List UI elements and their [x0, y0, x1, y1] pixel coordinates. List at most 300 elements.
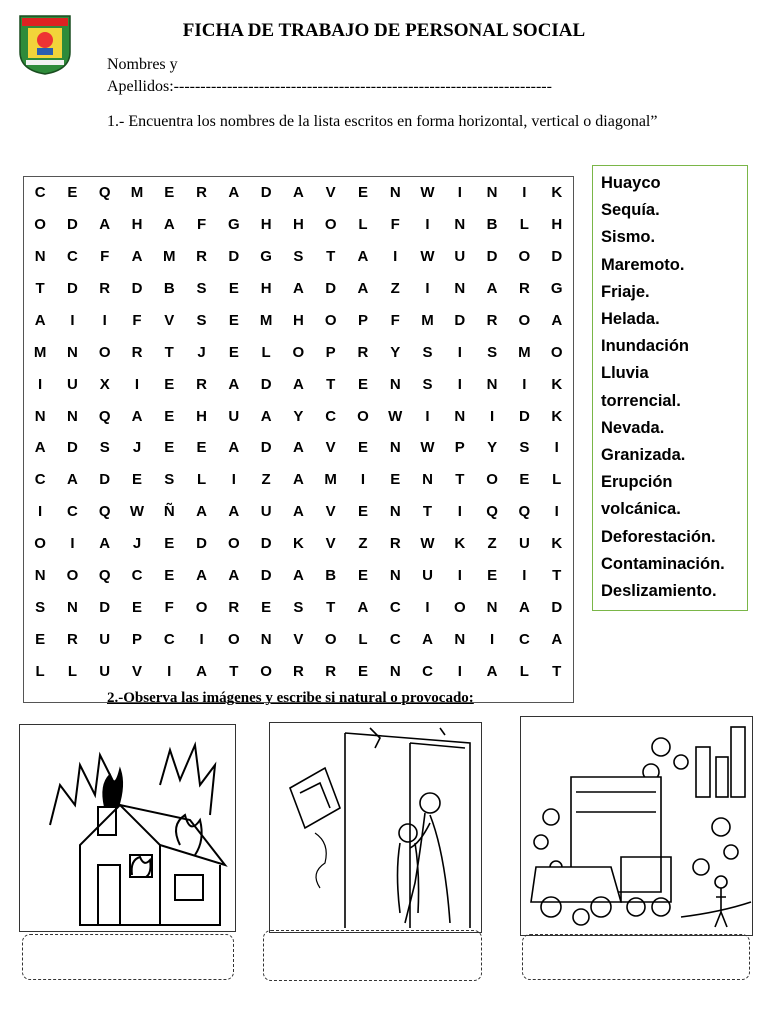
grid-letter[interactable]: O: [518, 311, 531, 329]
answer-box-2[interactable]: [263, 930, 482, 981]
grid-letter[interactable]: K: [551, 375, 563, 393]
grid-letter[interactable]: E: [390, 471, 401, 489]
grid-letter[interactable]: D: [260, 439, 272, 457]
grid-letter[interactable]: V: [293, 630, 304, 648]
grid-letter[interactable]: M: [324, 471, 337, 489]
grid-letter[interactable]: I: [38, 503, 43, 521]
grid-letter[interactable]: J: [132, 535, 142, 553]
grid-letter[interactable]: W: [388, 407, 403, 425]
grid-letter[interactable]: C: [325, 407, 337, 425]
grid-letter[interactable]: C: [389, 598, 401, 616]
grid-letter[interactable]: V: [164, 311, 175, 329]
grid-letter[interactable]: Y: [293, 407, 304, 425]
grid-letter[interactable]: A: [196, 503, 207, 521]
grid-letter[interactable]: D: [518, 407, 530, 425]
grid-letter[interactable]: N: [34, 566, 46, 584]
grid-letter[interactable]: R: [196, 375, 207, 393]
grid-letter[interactable]: S: [35, 598, 46, 616]
question-1-text: 1.- Encuentra los nombres de la lista escritos en forma horizontal, vertical o diagonal”: [107, 113, 658, 130]
word-list-item: Sismo.: [601, 228, 656, 247]
grid-letter[interactable]: M: [130, 184, 144, 202]
grid-letter[interactable]: N: [486, 598, 498, 616]
grid-letter[interactable]: Y: [390, 343, 401, 361]
grid-letter[interactable]: I: [360, 471, 366, 489]
grid-letter[interactable]: C: [67, 248, 78, 266]
grid-letter[interactable]: F: [196, 216, 207, 234]
grid-letter[interactable]: J: [197, 343, 206, 361]
grid-letter[interactable]: F: [164, 598, 174, 616]
grid-letter[interactable]: I: [489, 407, 495, 425]
grid-letter[interactable]: L: [196, 471, 207, 489]
grid-letter[interactable]: P: [357, 311, 368, 329]
grid-letter[interactable]: R: [389, 535, 401, 553]
grid-letter[interactable]: D: [325, 280, 337, 298]
grid-letter[interactable]: A: [228, 566, 240, 584]
grid-letter[interactable]: N: [486, 184, 498, 202]
grid-letter[interactable]: C: [389, 630, 401, 648]
grid-letter[interactable]: I: [522, 184, 527, 202]
grid-letter[interactable]: R: [325, 662, 337, 680]
grid-letter[interactable]: L: [261, 343, 271, 361]
grid-letter[interactable]: Q: [518, 503, 531, 521]
grid-letter[interactable]: D: [67, 439, 78, 457]
grid-letter[interactable]: M: [518, 343, 531, 361]
grid-row: [24, 496, 573, 528]
grid-letter[interactable]: D: [99, 471, 111, 489]
grid-letter[interactable]: N: [422, 471, 433, 489]
grid-letter[interactable]: O: [227, 630, 240, 648]
grid-letter[interactable]: C: [34, 471, 46, 489]
grid-letter[interactable]: F: [132, 311, 142, 329]
grid-letter[interactable]: N: [34, 248, 46, 266]
grid-letter[interactable]: G: [550, 280, 563, 298]
grid-letter[interactable]: A: [292, 566, 304, 584]
grid-letter[interactable]: A: [228, 184, 240, 202]
word-list-box: [592, 165, 748, 611]
grid-letter[interactable]: A: [551, 311, 563, 329]
grid-letter[interactable]: U: [228, 407, 240, 425]
grid-letter[interactable]: T: [326, 375, 336, 393]
grid-letter[interactable]: T: [326, 598, 336, 616]
grid-letter[interactable]: F: [390, 311, 400, 329]
grid-letter[interactable]: R: [292, 662, 304, 680]
grid-letter[interactable]: H: [551, 216, 563, 234]
word-list-item: Helada.: [601, 310, 660, 329]
grid-letter[interactable]: Z: [487, 535, 497, 553]
grid-letter[interactable]: Q: [98, 407, 111, 425]
grid-letter[interactable]: C: [518, 630, 530, 648]
grid-letter[interactable]: A: [228, 503, 240, 521]
answer-box-3[interactable]: [522, 934, 750, 980]
grid-letter[interactable]: A: [99, 216, 111, 234]
grid-letter[interactable]: I: [457, 662, 462, 680]
answer-box-1[interactable]: [22, 934, 234, 980]
grid-letter[interactable]: N: [260, 630, 272, 648]
grid-letter[interactable]: T: [229, 662, 239, 680]
grid-letter[interactable]: O: [324, 216, 337, 234]
grid-letter[interactable]: I: [70, 535, 75, 553]
grid-letter[interactable]: V: [131, 662, 142, 680]
grid-letter[interactable]: L: [358, 630, 368, 648]
word-list-item: Deforestación.: [601, 527, 716, 546]
grid-letter[interactable]: G: [260, 248, 272, 266]
grid-row: [24, 209, 573, 241]
grid-letter[interactable]: A: [292, 184, 304, 202]
grid-letter[interactable]: K: [454, 535, 466, 553]
grid-letter[interactable]: E: [67, 184, 78, 202]
grid-letter[interactable]: N: [454, 280, 466, 298]
grid-row: [24, 560, 573, 592]
grid-letter[interactable]: S: [293, 598, 304, 616]
grid-letter[interactable]: N: [454, 630, 466, 648]
grid-letter[interactable]: S: [196, 280, 207, 298]
grid-letter[interactable]: N: [389, 184, 401, 202]
grid-letter[interactable]: I: [102, 311, 107, 329]
grid-letter[interactable]: T: [552, 566, 562, 584]
grid-letter[interactable]: R: [131, 343, 143, 361]
grid-letter[interactable]: N: [67, 407, 78, 425]
grid-letter[interactable]: S: [196, 311, 207, 329]
grid-letter[interactable]: N: [454, 216, 466, 234]
grid-letter[interactable]: E: [357, 503, 368, 521]
grid-letter[interactable]: L: [519, 662, 529, 680]
grid-letter[interactable]: D: [228, 248, 240, 266]
grid-letter[interactable]: D: [99, 598, 111, 616]
grid-row: [24, 368, 573, 400]
grid-letter[interactable]: E: [196, 439, 207, 457]
grid-letter[interactable]: X: [99, 375, 110, 393]
grid-letter[interactable]: A: [357, 280, 369, 298]
grid-letter[interactable]: I: [489, 630, 495, 648]
grid-letter[interactable]: R: [518, 280, 530, 298]
grid-letter[interactable]: A: [196, 662, 207, 680]
grid-letter[interactable]: O: [195, 598, 208, 616]
grid-letter[interactable]: D: [260, 535, 272, 553]
grid-letter[interactable]: L: [552, 471, 562, 489]
word-search-grid[interactable]: [23, 176, 574, 703]
grid-letter[interactable]: D: [260, 566, 272, 584]
grid-letter[interactable]: D: [67, 216, 78, 234]
grid-letter[interactable]: L: [358, 216, 368, 234]
grid-letter[interactable]: K: [551, 535, 563, 553]
grid-letter[interactable]: T: [455, 471, 465, 489]
grid-letter[interactable]: A: [228, 439, 240, 457]
grid-letter[interactable]: S: [99, 439, 110, 457]
grid-letter[interactable]: E: [519, 471, 530, 489]
grid-letter[interactable]: I: [199, 630, 204, 648]
grid-letter[interactable]: I: [554, 439, 559, 457]
grid-letter[interactable]: D: [260, 375, 272, 393]
grid-letter[interactable]: O: [486, 471, 498, 489]
grid-letter[interactable]: A: [422, 630, 433, 648]
grid-letter[interactable]: U: [260, 503, 272, 521]
grid-letter[interactable]: W: [420, 535, 435, 553]
word-list-item: Erupción: [601, 473, 673, 492]
grid-letter[interactable]: E: [131, 471, 142, 489]
grid-letter[interactable]: A: [518, 598, 530, 616]
grid-letter[interactable]: M: [33, 343, 47, 361]
grid-row: [24, 273, 573, 305]
grid-letter[interactable]: D: [551, 248, 563, 266]
grid-letter[interactable]: R: [228, 598, 240, 616]
grid-letter[interactable]: A: [486, 662, 498, 680]
grid-letter[interactable]: E: [261, 598, 272, 616]
grid-letter[interactable]: R: [357, 343, 369, 361]
grid-letter[interactable]: K: [551, 184, 563, 202]
grid-letter[interactable]: I: [425, 407, 430, 425]
grid-row: [24, 623, 573, 655]
grid-letter[interactable]: S: [487, 343, 498, 361]
grid-letter[interactable]: Q: [98, 566, 111, 584]
grid-letter[interactable]: V: [325, 503, 336, 521]
grid-letter[interactable]: U: [99, 662, 111, 680]
grid-letter[interactable]: M: [163, 248, 176, 266]
grid-letter[interactable]: O: [227, 535, 240, 553]
grid-letter[interactable]: U: [518, 535, 530, 553]
grid-letter[interactable]: B: [325, 566, 337, 584]
grid-letter[interactable]: F: [390, 216, 400, 234]
grid-letter[interactable]: A: [260, 407, 272, 425]
grid-letter[interactable]: A: [292, 439, 304, 457]
grid-letter[interactable]: P: [131, 630, 142, 648]
grid-letter[interactable]: F: [100, 248, 110, 266]
grid-letter[interactable]: D: [131, 280, 143, 298]
grid-letter[interactable]: E: [357, 566, 368, 584]
grid-letter[interactable]: C: [67, 503, 78, 521]
grid-letter[interactable]: K: [292, 535, 304, 553]
grid-letter[interactable]: T: [552, 662, 562, 680]
grid-letter[interactable]: N: [389, 662, 401, 680]
grid-letter[interactable]: E: [164, 407, 175, 425]
grid-letter[interactable]: S: [293, 248, 304, 266]
grid-letter[interactable]: I: [425, 598, 430, 616]
grid-letter[interactable]: N: [389, 439, 401, 457]
grid-letter[interactable]: T: [164, 343, 174, 361]
grid-letter[interactable]: Q: [486, 503, 498, 521]
grid-letter[interactable]: O: [357, 407, 369, 425]
grid-letter[interactable]: A: [292, 503, 304, 521]
earthquake-image: [269, 722, 482, 933]
grid-letter[interactable]: I: [522, 375, 527, 393]
word-list-item: Granizada.: [601, 446, 686, 465]
grid-letter[interactable]: N: [34, 407, 46, 425]
grid-letter[interactable]: A: [99, 535, 111, 553]
grid-letter[interactable]: E: [35, 630, 46, 648]
word-list-item: Deslizamiento.: [601, 582, 717, 601]
grid-letter[interactable]: G: [227, 216, 240, 234]
grid-letter[interactable]: U: [454, 248, 466, 266]
grid-letter[interactable]: A: [131, 407, 143, 425]
grid-letter[interactable]: O: [34, 216, 46, 234]
grid-letter[interactable]: L: [35, 662, 45, 680]
grid-letter[interactable]: H: [196, 407, 207, 425]
grid-letter[interactable]: O: [260, 662, 272, 680]
grid-letter[interactable]: Y: [487, 439, 498, 457]
grid-row: [24, 400, 573, 432]
grid-letter[interactable]: A: [292, 375, 304, 393]
grid-letter[interactable]: A: [551, 630, 563, 648]
grid-letter[interactable]: H: [260, 216, 272, 234]
grid-row: [24, 591, 573, 623]
grid-letter[interactable]: I: [457, 184, 462, 202]
grid-letter[interactable]: E: [164, 375, 175, 393]
grid-letter[interactable]: A: [196, 566, 207, 584]
grid-letter[interactable]: A: [292, 471, 304, 489]
grid-letter[interactable]: I: [554, 503, 559, 521]
grid-letter[interactable]: R: [99, 280, 111, 298]
grid-letter[interactable]: A: [131, 248, 143, 266]
grid-letter[interactable]: N: [67, 598, 78, 616]
grid-letter[interactable]: I: [457, 343, 462, 361]
word-list-item: Sequía.: [601, 201, 660, 220]
grid-letter[interactable]: A: [34, 439, 46, 457]
grid-letter[interactable]: I: [38, 375, 43, 393]
grid-letter[interactable]: R: [196, 184, 207, 202]
grid-letter[interactable]: I: [425, 280, 430, 298]
grid-letter[interactable]: D: [67, 280, 78, 298]
grid-letter[interactable]: E: [357, 184, 368, 202]
grid-letter[interactable]: M: [259, 311, 273, 329]
grid-letter[interactable]: D: [454, 311, 466, 329]
grid-letter[interactable]: D: [486, 248, 498, 266]
grid-letter[interactable]: O: [98, 343, 111, 361]
grid-letter[interactable]: D: [260, 184, 272, 202]
grid-letter[interactable]: I: [167, 662, 172, 680]
grid-letter[interactable]: O: [66, 566, 79, 584]
grid-letter[interactable]: P: [454, 439, 465, 457]
grid-letter[interactable]: Q: [98, 184, 111, 202]
grid-letter[interactable]: E: [131, 598, 142, 616]
grid-letter[interactable]: R: [67, 630, 78, 648]
grid-letter[interactable]: N: [389, 375, 401, 393]
grid-letter[interactable]: P: [325, 343, 336, 361]
grid-letter[interactable]: O: [324, 311, 337, 329]
grid-letter[interactable]: E: [357, 662, 368, 680]
question-2-text: 2.-Observa las imágenes y escribe si natural o provocado:: [107, 690, 474, 706]
grid-letter[interactable]: U: [67, 375, 78, 393]
grid-letter[interactable]: Z: [358, 535, 368, 553]
word-list-item: volcánica.: [601, 500, 681, 519]
grid-letter[interactable]: N: [454, 407, 466, 425]
grid-letter[interactable]: Ñ: [163, 503, 175, 521]
word-list-item: Huayco: [601, 174, 661, 192]
grid-letter[interactable]: Q: [98, 503, 111, 521]
surname-label-line[interactable]: Apellidos:-----------------------------------------------------------------------: [107, 78, 552, 95]
grid-letter[interactable]: H: [131, 216, 143, 234]
grid-letter[interactable]: B: [486, 216, 498, 234]
grid-letter[interactable]: E: [164, 566, 175, 584]
grid-letter[interactable]: U: [99, 630, 111, 648]
grid-letter[interactable]: C: [163, 630, 175, 648]
grid-letter[interactable]: V: [325, 535, 336, 553]
grid-letter[interactable]: C: [131, 566, 143, 584]
grid-letter[interactable]: I: [457, 503, 462, 521]
grid-letter[interactable]: A: [228, 375, 240, 393]
grid-letter[interactable]: I: [425, 216, 430, 234]
grid-letter[interactable]: E: [357, 439, 368, 457]
grid-letter[interactable]: W: [420, 248, 435, 266]
grid-letter[interactable]: E: [228, 343, 239, 361]
grid-letter[interactable]: I: [457, 566, 462, 584]
grid-letter[interactable]: U: [422, 566, 433, 584]
grid-letter[interactable]: R: [196, 248, 207, 266]
grid-letter[interactable]: R: [486, 311, 498, 329]
grid-letter[interactable]: A: [357, 598, 369, 616]
grid-letter[interactable]: E: [487, 566, 498, 584]
grid-letter[interactable]: N: [389, 566, 401, 584]
grid-letter[interactable]: I: [393, 248, 398, 266]
grid-letter[interactable]: H: [292, 216, 304, 234]
grid-letter[interactable]: H: [260, 280, 272, 298]
grid-letter[interactable]: V: [325, 184, 336, 202]
grid-letter[interactable]: L: [519, 216, 529, 234]
grid-letter[interactable]: T: [422, 503, 433, 521]
grid-letter[interactable]: I: [134, 375, 140, 393]
grid-letter[interactable]: O: [453, 598, 466, 616]
grid-letter[interactable]: S: [422, 375, 433, 393]
grid-letter[interactable]: E: [228, 311, 239, 329]
grid-letter[interactable]: D: [196, 535, 207, 553]
grid-letter[interactable]: H: [292, 311, 304, 329]
grid-letter[interactable]: A: [67, 471, 78, 489]
grid-letter[interactable]: I: [522, 566, 527, 584]
grid-letter[interactable]: Z: [390, 280, 400, 298]
grid-letter[interactable]: A: [292, 280, 304, 298]
grid-letter[interactable]: Z: [261, 471, 271, 489]
grid-letter[interactable]: L: [67, 662, 77, 680]
grid-letter[interactable]: A: [357, 248, 369, 266]
grid-letter[interactable]: B: [163, 280, 175, 298]
grid-letter[interactable]: O: [34, 535, 46, 553]
grid-letter[interactable]: E: [164, 184, 175, 202]
grid-letter[interactable]: A: [486, 280, 498, 298]
grid-letter[interactable]: S: [164, 471, 175, 489]
grid-letter[interactable]: O: [292, 343, 305, 361]
word-list-item: Contaminación.: [601, 554, 725, 573]
grid-letter[interactable]: O: [518, 248, 531, 266]
grid-letter[interactable]: I: [457, 375, 462, 393]
grid-letter[interactable]: T: [35, 280, 45, 298]
grid-letter[interactable]: E: [357, 375, 368, 393]
grid-letter[interactable]: T: [326, 248, 336, 266]
grid-letter[interactable]: E: [164, 439, 175, 457]
grid-letter[interactable]: S: [519, 439, 530, 457]
grid-letter[interactable]: E: [164, 535, 175, 553]
grid-letter[interactable]: E: [228, 280, 239, 298]
grid-letter[interactable]: M: [421, 311, 434, 329]
grid-letter[interactable]: N: [67, 343, 78, 361]
grid-letter[interactable]: W: [420, 439, 435, 457]
grid-letter[interactable]: D: [551, 598, 563, 616]
grid-letter[interactable]: V: [325, 439, 336, 457]
grid-letter[interactable]: W: [129, 503, 145, 521]
grid-letter[interactable]: A: [163, 216, 175, 234]
grid-letter[interactable]: N: [389, 503, 401, 521]
grid-letter[interactable]: S: [422, 343, 433, 361]
grid-letter[interactable]: I: [231, 471, 236, 489]
grid-letter[interactable]: O: [324, 630, 337, 648]
word-search-table: [24, 177, 573, 687]
grid-letter[interactable]: W: [420, 184, 435, 202]
grid-letter[interactable]: C: [34, 184, 46, 202]
grid-letter[interactable]: A: [34, 311, 46, 329]
grid-letter[interactable]: J: [132, 439, 142, 457]
grid-letter[interactable]: C: [422, 662, 433, 680]
grid-letter[interactable]: N: [486, 375, 498, 393]
grid-letter[interactable]: I: [70, 311, 75, 329]
grid-letter[interactable]: O: [550, 343, 563, 361]
grid-letter[interactable]: K: [551, 407, 563, 425]
